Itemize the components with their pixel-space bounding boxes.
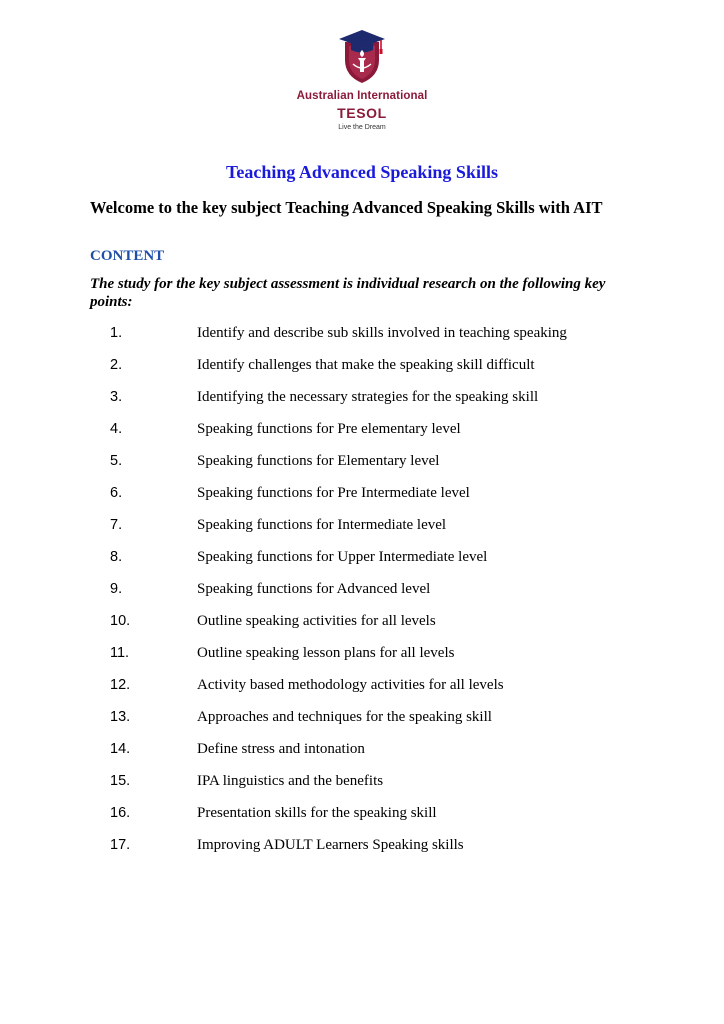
key-points-list [0, 323, 724, 867]
list-number: 2. [110, 357, 123, 373]
list-text: Outline speaking lesson plans for all levels [197, 645, 455, 661]
list-item [0, 611, 724, 643]
intro-text: The study for the key subject assessment is individual research on the following key points: [90, 276, 606, 310]
list-text: Speaking functions for Intermediate level [197, 517, 447, 533]
list-text: Approaches and techniques for the speaking skill [197, 709, 492, 725]
list-number: 14. [110, 741, 131, 757]
list-item [0, 323, 724, 355]
list-text: Identifying the necessary strategies for the speaking skill [197, 389, 539, 405]
list-item [0, 579, 724, 611]
list-text: Improving ADULT Learners Speaking skills [197, 837, 464, 853]
list-text: IPA linguistics and the benefits [197, 773, 384, 789]
list-text: Identify challenges that make the speaking skill difficult [197, 357, 535, 373]
list-item [0, 803, 724, 835]
list-item [0, 387, 724, 419]
list-text: Identify and describe sub skills involved in teaching speaking [197, 325, 567, 341]
list-number: 1. [110, 325, 123, 341]
list-item [0, 515, 724, 547]
list-number: 5. [110, 453, 123, 469]
list-item [0, 771, 724, 803]
list-item [0, 675, 724, 707]
list-text: Presentation skills for the speaking skill [197, 805, 437, 821]
list-text: Activity based methodology activities for all levels [197, 677, 504, 693]
list-text: Speaking functions for Pre elementary level [197, 421, 461, 437]
list-item [0, 355, 724, 387]
list-item [0, 835, 724, 867]
list-text: Speaking functions for Elementary level [197, 453, 440, 469]
list-text: Outline speaking activities for all levels [197, 613, 436, 629]
logo-tagline: Live the Dream [338, 124, 386, 131]
list-item [0, 451, 724, 483]
list-text: Define stress and intonation [197, 741, 365, 757]
logo-brand: TESOL [337, 105, 387, 121]
list-number: 6. [110, 485, 123, 501]
welcome-heading: Welcome to the key subject Teaching Advanced Speaking Skills with AIT [90, 198, 603, 217]
list-number: 13. [110, 709, 131, 725]
list-number: 16. [110, 805, 131, 821]
list-number: 12. [110, 677, 131, 693]
logo-organization: Australian International [296, 90, 428, 102]
list-number: 7. [110, 517, 123, 533]
list-text: Speaking functions for Advanced level [197, 581, 431, 597]
list-number: 11. [110, 645, 130, 661]
list-number: 9. [110, 581, 123, 597]
graduation-shield-icon [337, 28, 387, 84]
list-item [0, 419, 724, 451]
content-heading: CONTENT [90, 248, 165, 264]
logo [0, 28, 724, 131]
list-text: Speaking functions for Upper Intermediate level [197, 549, 488, 565]
list-number: 4. [110, 421, 123, 437]
list-item [0, 739, 724, 771]
list-number: 3. [110, 389, 123, 405]
list-number: 17. [110, 837, 131, 853]
list-number: 10. [110, 613, 131, 629]
list-number: 8. [110, 549, 123, 565]
list-item [0, 483, 724, 515]
list-text: Speaking functions for Pre Intermediate level [197, 485, 470, 501]
document-title: Teaching Advanced Speaking Skills [226, 162, 498, 182]
list-number: 15. [110, 773, 131, 789]
list-item [0, 547, 724, 579]
list-item [0, 707, 724, 739]
list-item [0, 643, 724, 675]
